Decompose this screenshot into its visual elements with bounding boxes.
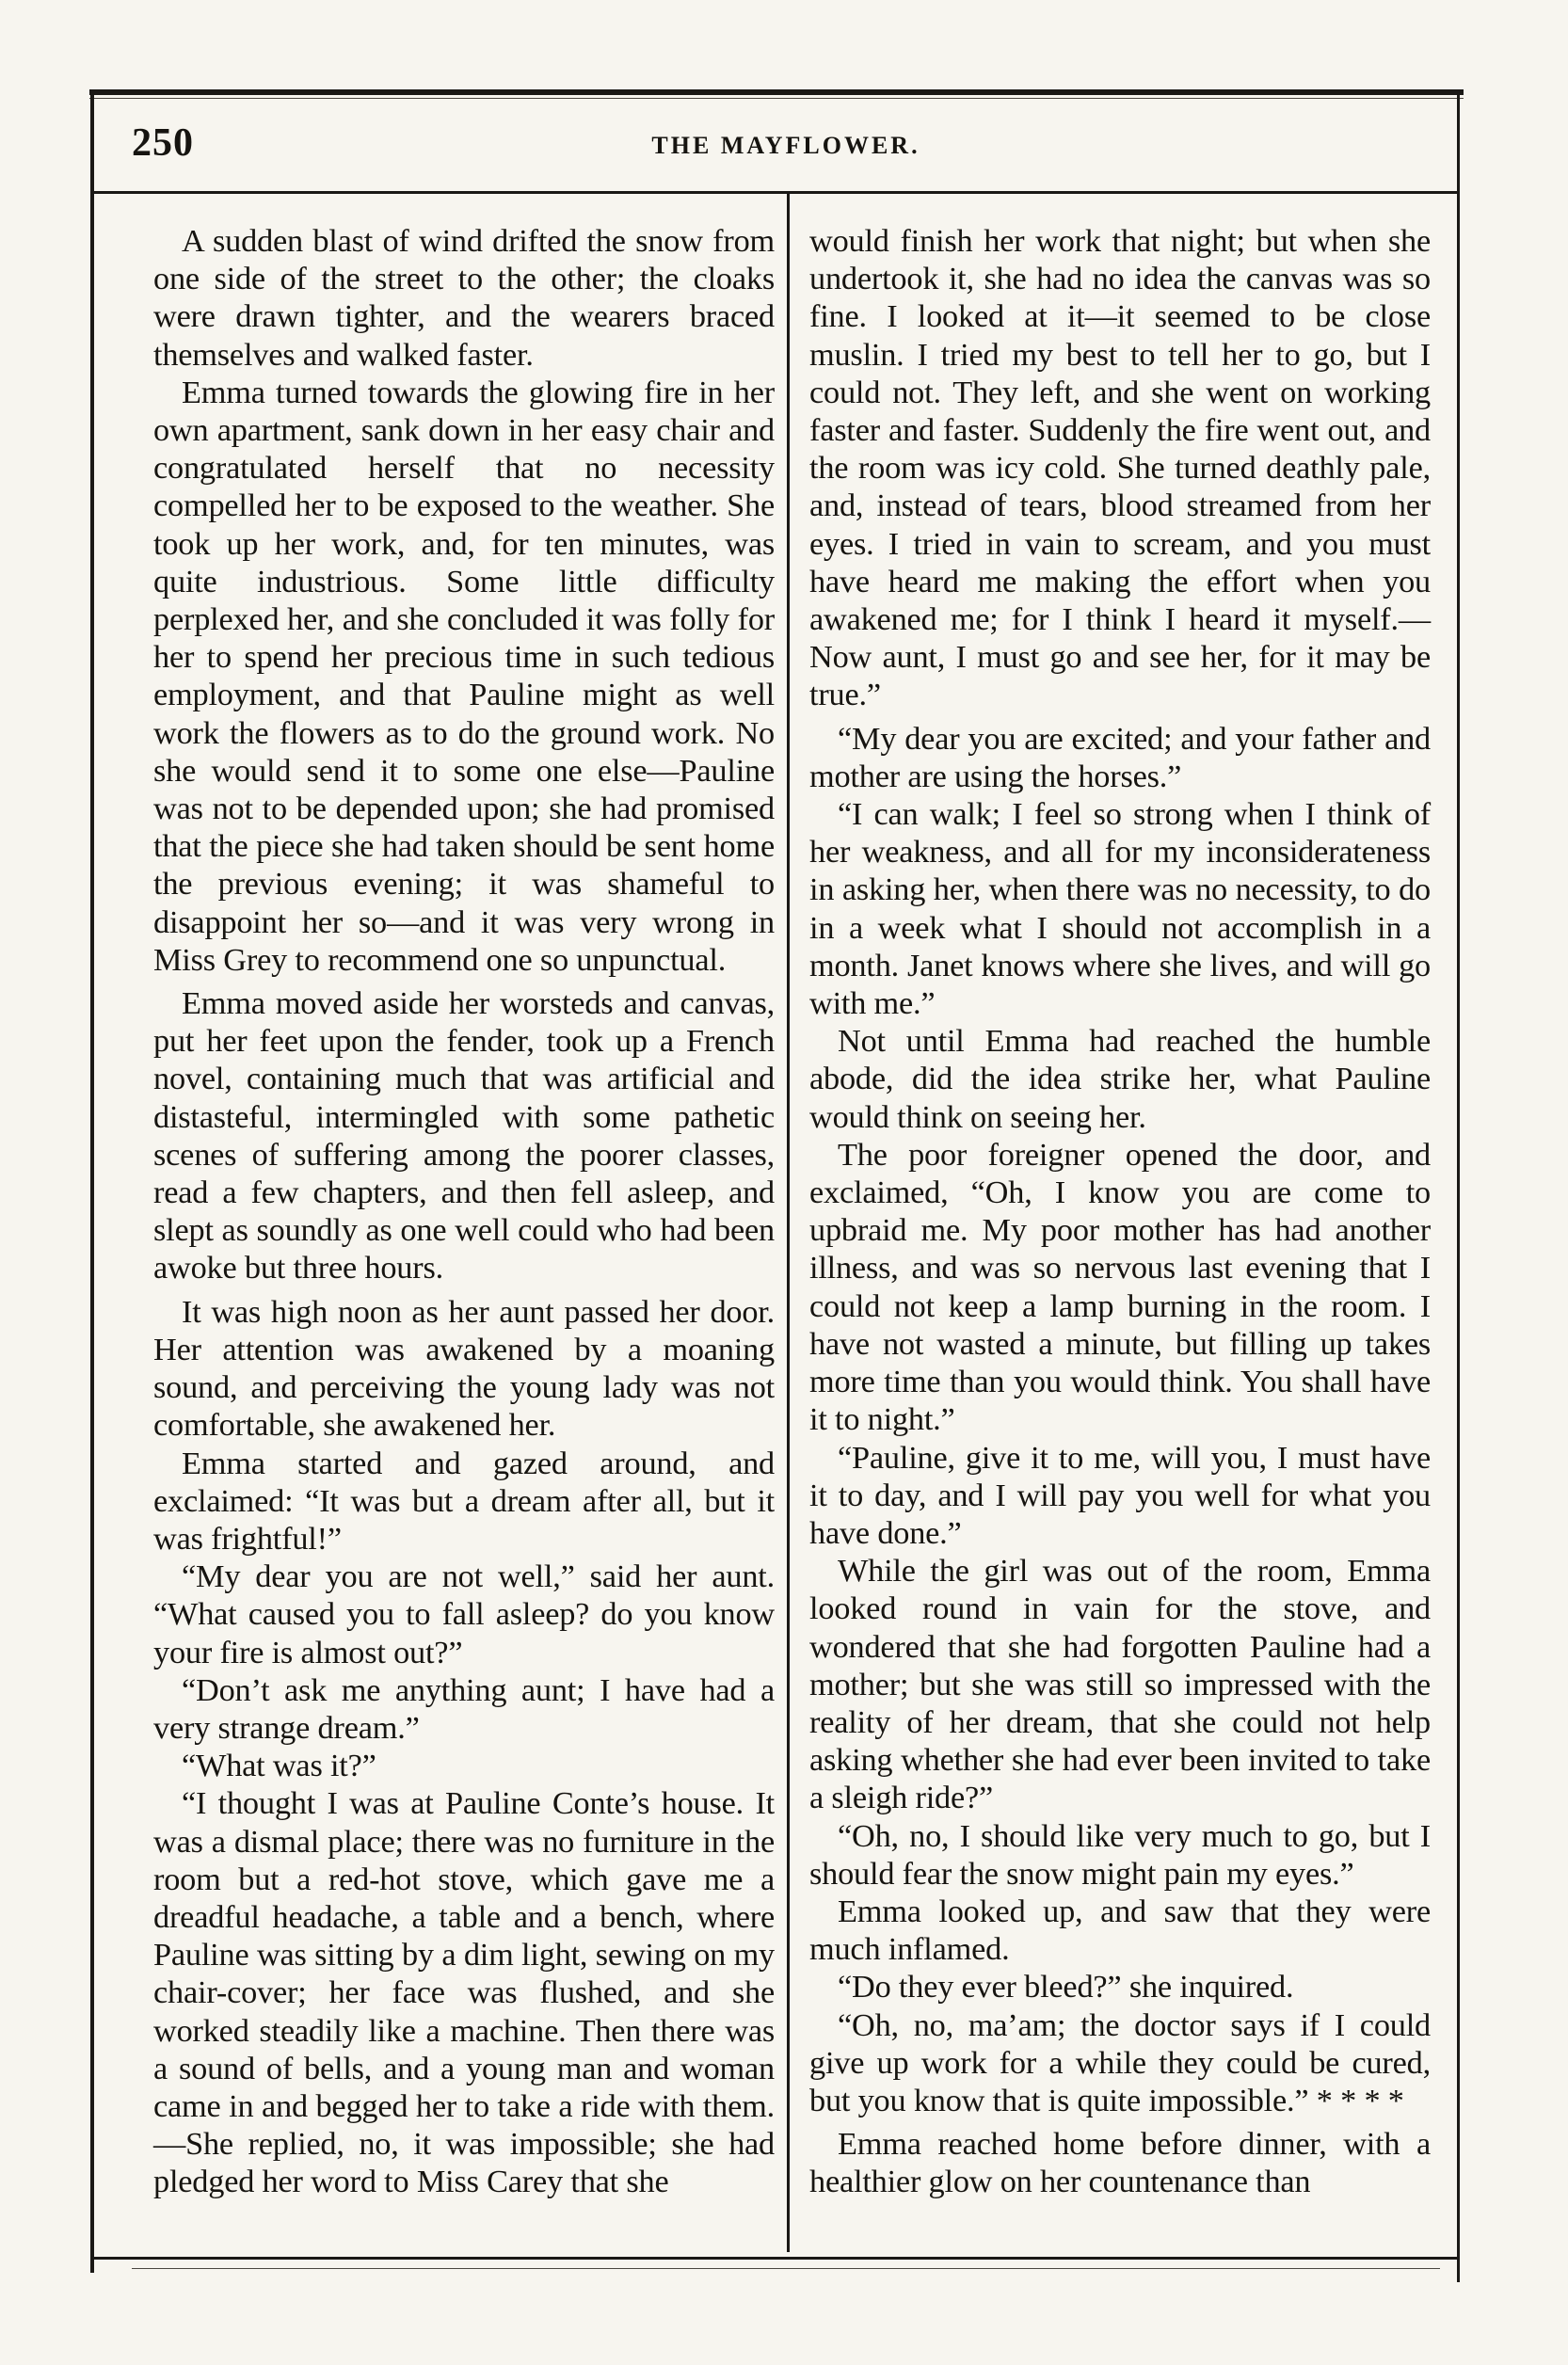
paragraph: “My dear you are excited; and your father and mother are using the horses.” <box>809 720 1431 794</box>
paragraph: “I thought I was at Pauline Conte’s house. It was a dismal place; there was no furniture in the room but a red-hot stove, which gave me a dreadful headache, a table and a bench, where Pauline was sitting by a dim light, sewing on my chair-cover; her face was flushed, and she worked steadily like a machine. Then there was a sound of bells, and a young man and woman came in and begged her to take a ride with them.—She replied, no, it was impossible; she had pledged her word to Miss Carey that she <box>153 1785 775 2200</box>
left-column <box>153 222 775 2201</box>
top-border-rule <box>89 89 1464 95</box>
paragraph: A sudden blast of wind drifted the snow from one side of the street to the other; the cloaks were drawn tighter, and the wearers braced themselves and walked faster. <box>153 223 775 373</box>
paragraph: “Do they ever bleed?” she inquired. <box>838 1969 1294 2005</box>
paragraph: “What was it?” <box>182 1748 376 1784</box>
page-number: 250 <box>132 121 194 165</box>
column-divider <box>787 191 790 2252</box>
paragraph: Emma started and gazed around, and exclaimed: “It was but a dream after all, but it was frightful!” <box>153 1445 775 1557</box>
running-title: THE MAYFLOWER. <box>651 132 920 159</box>
header-rule <box>94 191 1457 194</box>
top-border-hairline <box>89 98 1464 99</box>
paragraph: While the girl was out of the room, Emma looked round in vain for the stove, and wondered that she had forgotten Pauline had a mother; but she was still so impressed with the reality of her dream, that she could not help asking whether she had ever been invited to take a sleigh ride?” <box>809 1553 1431 1816</box>
paragraph: “Oh, no, I should like very much to go, but I should fear the snow might pain my eyes.” <box>809 1817 1431 1892</box>
left-border-rule <box>90 89 94 2273</box>
bottom-border-hairline <box>132 2268 1440 2269</box>
right-column <box>809 222 1431 2201</box>
paragraph: “Oh, no, ma’am; the doctor says if I could give up work for a while they could be cured, but you know that is quite impossible.” * * * * <box>809 2006 1431 2118</box>
paragraph: Emma looked up, and saw that they were much inflamed. <box>809 1893 1431 1968</box>
paragraph: Emma moved aside her worsteds and canvas, put her feet upon the fender, took up a French novel, containing much that was artificial and distasteful, intermingled with some pathetic scenes of suffering among the poorer classes, read a few chapters, and then fell asleep, and slept as soundly as one well could who had been awoke but three hours. <box>153 985 775 1286</box>
paragraph: “My dear you are not well,” said her aunt. “What caused you to fall asleep? do you know your fire is almost out?” <box>153 1558 775 1670</box>
paragraph: “I can walk; I feel so strong when I think of her weakness, and all for my inconsiderateness in asking her, when there was no necessity, to do in a week what I should not accomplish in a month. Janet knows where she lives, and will go with me.” <box>809 796 1431 1022</box>
paragraph: Not until Emma had reached the humble abode, did the idea strike her, what Pauline would think on seeing her. <box>809 1023 1431 1135</box>
paragraph: Emma reached home before dinner, with a healthier glow on her countenance than <box>809 2126 1431 2200</box>
paragraph: would finish her work that night; but when she undertook it, she had no idea the canvas was so fine. I looked at it—it seemed to be close muslin. I tried my best to tell her to go, but I could not. They left, and she went on working faster and faster. Suddenly the fire went out, and the room was icy cold. She turned deathly pale, and, instead of tears, blood streamed from her eyes. I tried in vain to scream, and you must have heard me making the effort when you awakened me; for I think I heard it myself.—Now aunt, I must go and see her, for it may be true.” <box>809 223 1431 713</box>
paragraph: Emma turned towards the glowing fire in her own apartment, sank down in her easy chair and congratulated herself that no necessity compelled her to be exposed to the weather. She took up her work, and, for ten minutes, was quite industrious. Some little difficulty perplexed her, and she concluded it was folly for her to spend her precious time in such tedious employment, and that Pauline might as well work the flowers as to do the ground work. No she would send it to some one else—Pauline was not to be depended upon; she had promised that the piece she had taken should be sent home the previous evening; it was shameful to disappoint her so—and it was very wrong in Miss Grey to recommend one so unpunctual. <box>153 374 775 978</box>
right-border-rule <box>1457 89 1460 2282</box>
paragraph: “Don’t ask me anything aunt; I have had a very strange dream.” <box>153 1671 775 1746</box>
paragraph: It was high noon as her aunt passed her door. Her attention was awakened by a moaning sound, and perceiving the young lady was not comfortable, she awakened her. <box>153 1293 775 1444</box>
page-header <box>132 120 1440 173</box>
bottom-border-rule <box>94 2257 1457 2260</box>
paragraph: “Pauline, give it to me, will you, I must have it to day, and I will pay you well for what you have done.” <box>809 1439 1431 1551</box>
paragraph: The poor foreigner opened the door, and exclaimed, “Oh, I know you are come to upbraid me. My poor mother has had another illness, and was so nervous last evening that I could not keep a lamp burning in the room. I have not wasted a minute, but filling up takes more time than you would think. You shall have it to night.” <box>809 1136 1431 1438</box>
